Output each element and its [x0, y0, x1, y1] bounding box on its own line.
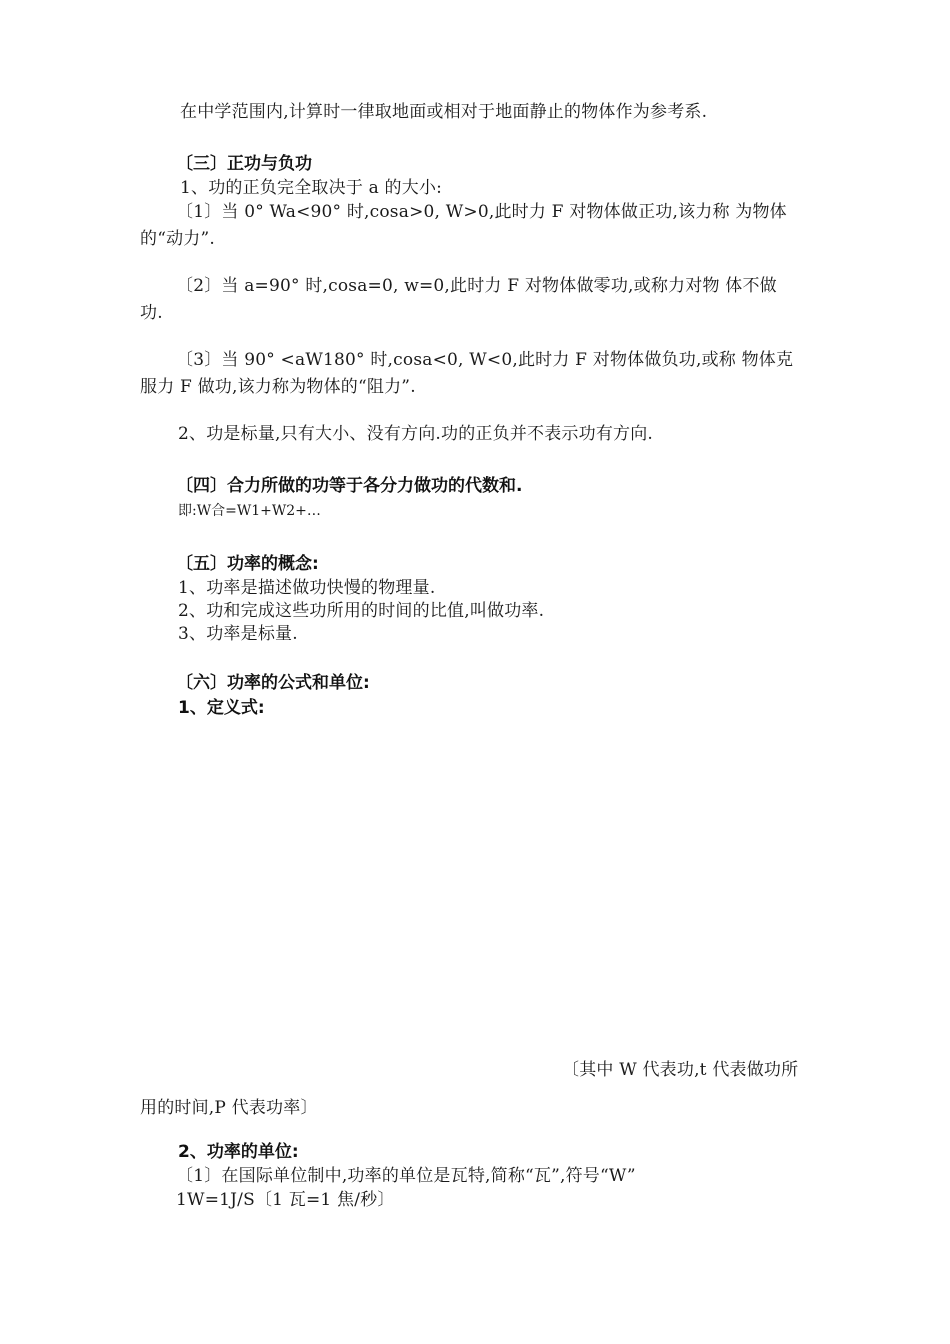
unit-subheading: 2、功率的单位:: [178, 1142, 299, 1162]
section-five-item-1: 1、功率是描述做功快慢的物理量.: [178, 578, 436, 598]
case-3-line-2: 服力 F 做功,该力称为物体的“阻力”.: [140, 377, 416, 397]
section-five-item-3: 3、功率是标量.: [178, 624, 298, 644]
unit-line-2: 1W=1J/S〔1 瓦=1 焦/秒〕: [176, 1190, 395, 1210]
case-2-line-1: 〔2〕当 a=90° 时,cosa=0, w=0,此时力 F 对物体做零功,或称力对物 体不做: [176, 276, 777, 296]
section-three-heading: 〔三〕正功与负功: [176, 154, 312, 174]
symbol-note-line-2: 用的时间,P 代表功率〕: [140, 1098, 318, 1118]
section-six-heading: 〔六〕功率的公式和单位:: [176, 673, 370, 693]
section-three-item-2: 2、功是标量,只有大小、没有方向.功的正负并不表示功有方向.: [178, 424, 654, 444]
unit-line-1: 〔1〕在国际单位制中,功率的单位是瓦特,简称“瓦”,符号“W”: [176, 1166, 636, 1186]
resultant-work-formula: 即:W合=W1+W2+…: [178, 503, 321, 519]
case-2-line-2: 功.: [140, 303, 163, 323]
case-1-line-1: 〔1〕当 0° Wa<90° 时,cosa>0, W>0,此时力 F 对物体做正功,该力称 为物体: [176, 202, 787, 222]
section-five-heading: 〔五〕功率的概念:: [176, 554, 319, 574]
section-five-item-2: 2、功和完成这些功所用的时间的比值,叫做功率.: [178, 601, 545, 621]
case-1-line-2: 的“动力”.: [140, 229, 215, 249]
definition-subheading: 1、定义式:: [178, 698, 265, 718]
intro-paragraph: 在中学范围内,计算时一律取地面或相对于地面静止的物体作为参考系.: [180, 102, 708, 122]
symbol-note-line-1: 〔其中 W 代表功,t 代表做功所: [562, 1060, 799, 1080]
section-three-item-1: 1、功的正负完全取决于 a 的大小:: [180, 178, 443, 198]
section-four-heading: 〔四〕合力所做的功等于各分力做功的代数和.: [176, 476, 523, 496]
formula-blank-area: [140, 730, 815, 1050]
case-3-line-1: 〔3〕当 90° <aW180° 时,cosa<0, W<0,此时力 F 对物体做负功,或称 物体克: [176, 350, 794, 370]
